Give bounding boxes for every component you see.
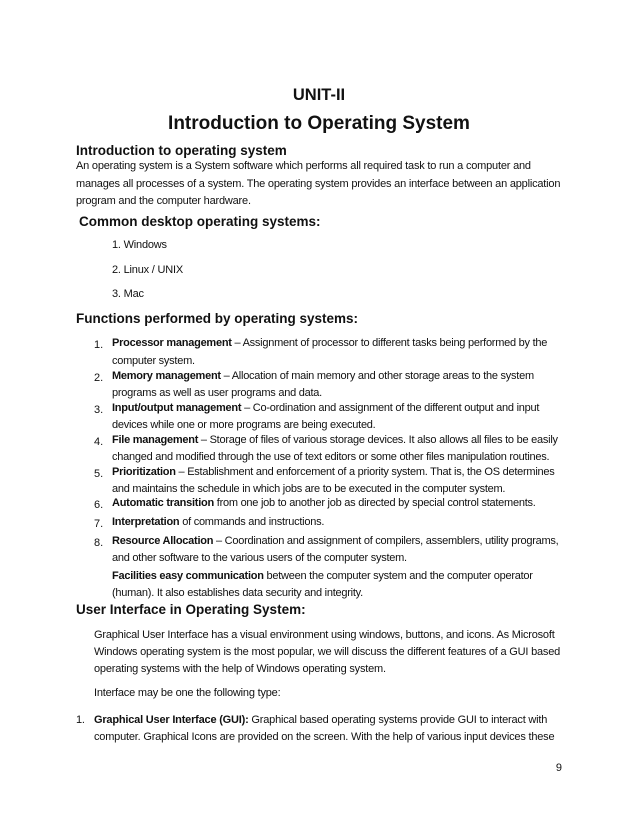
- function-desc: of commands and instructions.: [179, 516, 325, 528]
- list-number: 1.: [94, 339, 104, 351]
- ui-types-intro: Interface may be one the following type:: [94, 687, 281, 699]
- list-item: [112, 368, 534, 386]
- list-item-continuation: computer system.: [112, 355, 195, 367]
- function-desc: – Co-ordination and assignment of the different output and input: [241, 402, 540, 414]
- function-desc: – Assignment of processor to different tasks being performed by the: [231, 337, 548, 349]
- list-item: [112, 559, 533, 582]
- list-item-continuation: programs as well as user programs and data.: [112, 387, 322, 399]
- function-term: Prioritization: [112, 466, 176, 478]
- page-number: 9: [555, 762, 562, 774]
- list-item-continuation: devices while one or more programs are being executed.: [112, 419, 376, 431]
- common-os-item: 1. Windows: [112, 239, 167, 251]
- function-term: Interpretation: [112, 516, 180, 528]
- ui-line-3: operating systems with the help of Windows operating system.: [94, 663, 386, 675]
- gui-term: Graphical User Interface (GUI):: [94, 714, 249, 726]
- function-term: File management: [112, 434, 199, 446]
- function-term: Input/output management: [112, 402, 242, 414]
- list-item: [112, 495, 536, 513]
- list-number: 1.: [76, 714, 85, 726]
- function-desc: between the computer system and the computer operator: [263, 570, 533, 582]
- list-number: 8.: [94, 537, 104, 549]
- function-desc: from one job to another job as directed by special control statements.: [213, 497, 536, 509]
- page-title: Introduction to Operating System: [168, 113, 470, 134]
- list-item-continuation: and maintains the schedule in which jobs are to be executed in the computer system.: [112, 483, 506, 495]
- list-item: [112, 514, 324, 532]
- intro-line-3: program and the computer hardware.: [76, 195, 251, 207]
- intro-heading: Introduction to operating system: [76, 143, 287, 158]
- list-number: 7.: [94, 518, 104, 530]
- function-desc: – Storage of files of various storage devices. It also allows all files to be easily: [198, 434, 558, 446]
- list-item: [112, 464, 555, 482]
- list-item-continuation: and other software to the various users of the computer system.: [112, 552, 407, 564]
- list-number: 5.: [94, 468, 104, 480]
- function-term: Facilities easy communication: [112, 570, 264, 582]
- list-number: 4.: [94, 436, 104, 448]
- unit-heading: UNIT-II: [292, 86, 346, 104]
- common-os-item: 2. Linux / UNIX: [112, 264, 183, 276]
- list-item-continuation: computer. Graphical Icons are provided on the screen. With the help of various input devices these: [94, 731, 555, 743]
- ui-heading: User Interface in Operating System:: [76, 602, 306, 617]
- gui-desc: Graphical based operating systems provide GUI to interact with: [248, 714, 548, 726]
- list-number: 3.: [94, 404, 104, 416]
- function-term: Resource Allocation: [112, 535, 214, 547]
- list-item: [112, 432, 558, 450]
- list-item-continuation: (human). It also establishes data security and integrity.: [112, 587, 363, 599]
- function-term: Memory management: [112, 370, 221, 382]
- common-os-heading: Common desktop operating systems:: [79, 214, 321, 229]
- function-desc: – Allocation of main memory and other storage areas to the system: [220, 370, 534, 382]
- list-item-continuation: changed and modified through the use of text editors or some other files manipulation routines.: [112, 451, 550, 463]
- function-desc: – Establishment and enforcement of a priority system. That is, the OS determines: [175, 466, 555, 478]
- list-item: [112, 533, 558, 551]
- list-item: [112, 400, 539, 418]
- list-item: [94, 711, 547, 730]
- functions-heading: Functions performed by operating systems:: [76, 311, 359, 326]
- function-term: Automatic transition: [112, 497, 214, 509]
- list-number: 2.: [94, 372, 104, 384]
- list-item: [112, 335, 547, 353]
- list-number: 6.: [94, 499, 104, 511]
- function-desc: – Coordination and assignment of compilers, assemblers, utility programs,: [213, 535, 559, 547]
- function-term: Processor management: [112, 337, 232, 349]
- intro-line-1: An operating system is a System software which performs all required task to run a computer and: [76, 160, 531, 172]
- common-os-item: 3. Mac: [112, 288, 144, 300]
- ui-line-2: Windows operating system is the most popular, we will discuss the different features of a GUI based: [94, 646, 561, 658]
- intro-line-2: manages all processes of a system. The operating system provides an interface between an application: [76, 178, 561, 190]
- ui-line-1: Graphical User Interface has a visual environment using windows, buttons, and icons. As Microsoft: [94, 629, 555, 641]
